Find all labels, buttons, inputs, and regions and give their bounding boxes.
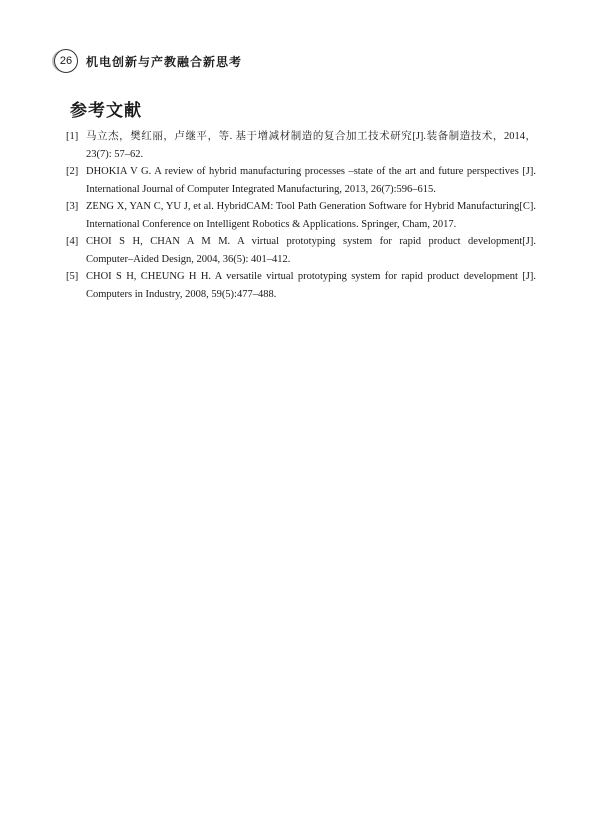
reference-number: [2] — [66, 166, 79, 177]
reference-text-line2: Computers in Industry, 2008, 59(5):477–488. — [86, 288, 277, 300]
reference-text-line2: Computer–Aided Design, 2004, 36(5): 401–412. — [86, 253, 291, 265]
reference-text-line2: International Conference on Intelligent Robotics & Applications. Springer, Cham, 2017. — [86, 218, 457, 230]
reference-text-line1: CHOI S H, CHAN A M M. A virtual prototyping system for rapid product development[J]. — [86, 236, 536, 247]
reference-text-line2: 23(7): 57–62. — [86, 148, 144, 160]
reference-text-line2: International Journal of Computer Integrated Manufacturing, 2013, 26(7):596–615. — [86, 183, 436, 195]
reference-item — [66, 268, 536, 303]
reference-item — [66, 233, 536, 268]
reference-list — [66, 128, 536, 303]
reference-number: [3] — [66, 201, 79, 212]
reference-item — [66, 163, 536, 198]
reference-number: [5] — [66, 271, 79, 282]
reference-text-line1: CHOI S H, CHEUNG H H. A versatile virtual prototyping system for rapid product development [J]. — [86, 271, 536, 282]
reference-text-line1: 马立杰，樊红丽，卢继平，等. 基于增减材制造的复合加工技术研究[J].装备制造技术，2014， — [86, 131, 536, 142]
reference-number: [4] — [66, 236, 79, 247]
reference-item — [66, 198, 536, 233]
page-header — [54, 46, 242, 76]
running-title: 机电创新与产教融合新思考 — [86, 54, 243, 69]
reference-number: [1] — [66, 131, 79, 142]
reference-item — [66, 128, 536, 163]
reference-text-line1: DHOKIA V G. A review of hybrid manufacturing processes –state of the art and future perspectives [J]. — [86, 166, 536, 177]
section-title: 参考文献 — [70, 101, 142, 121]
reference-text-line1: ZENG X, YAN C, YU J, et al. HybridCAM: Tool Path Generation Software for Hybrid Manufacturing[C]. — [86, 201, 536, 212]
page-number-badge: 26 — [54, 49, 78, 73]
